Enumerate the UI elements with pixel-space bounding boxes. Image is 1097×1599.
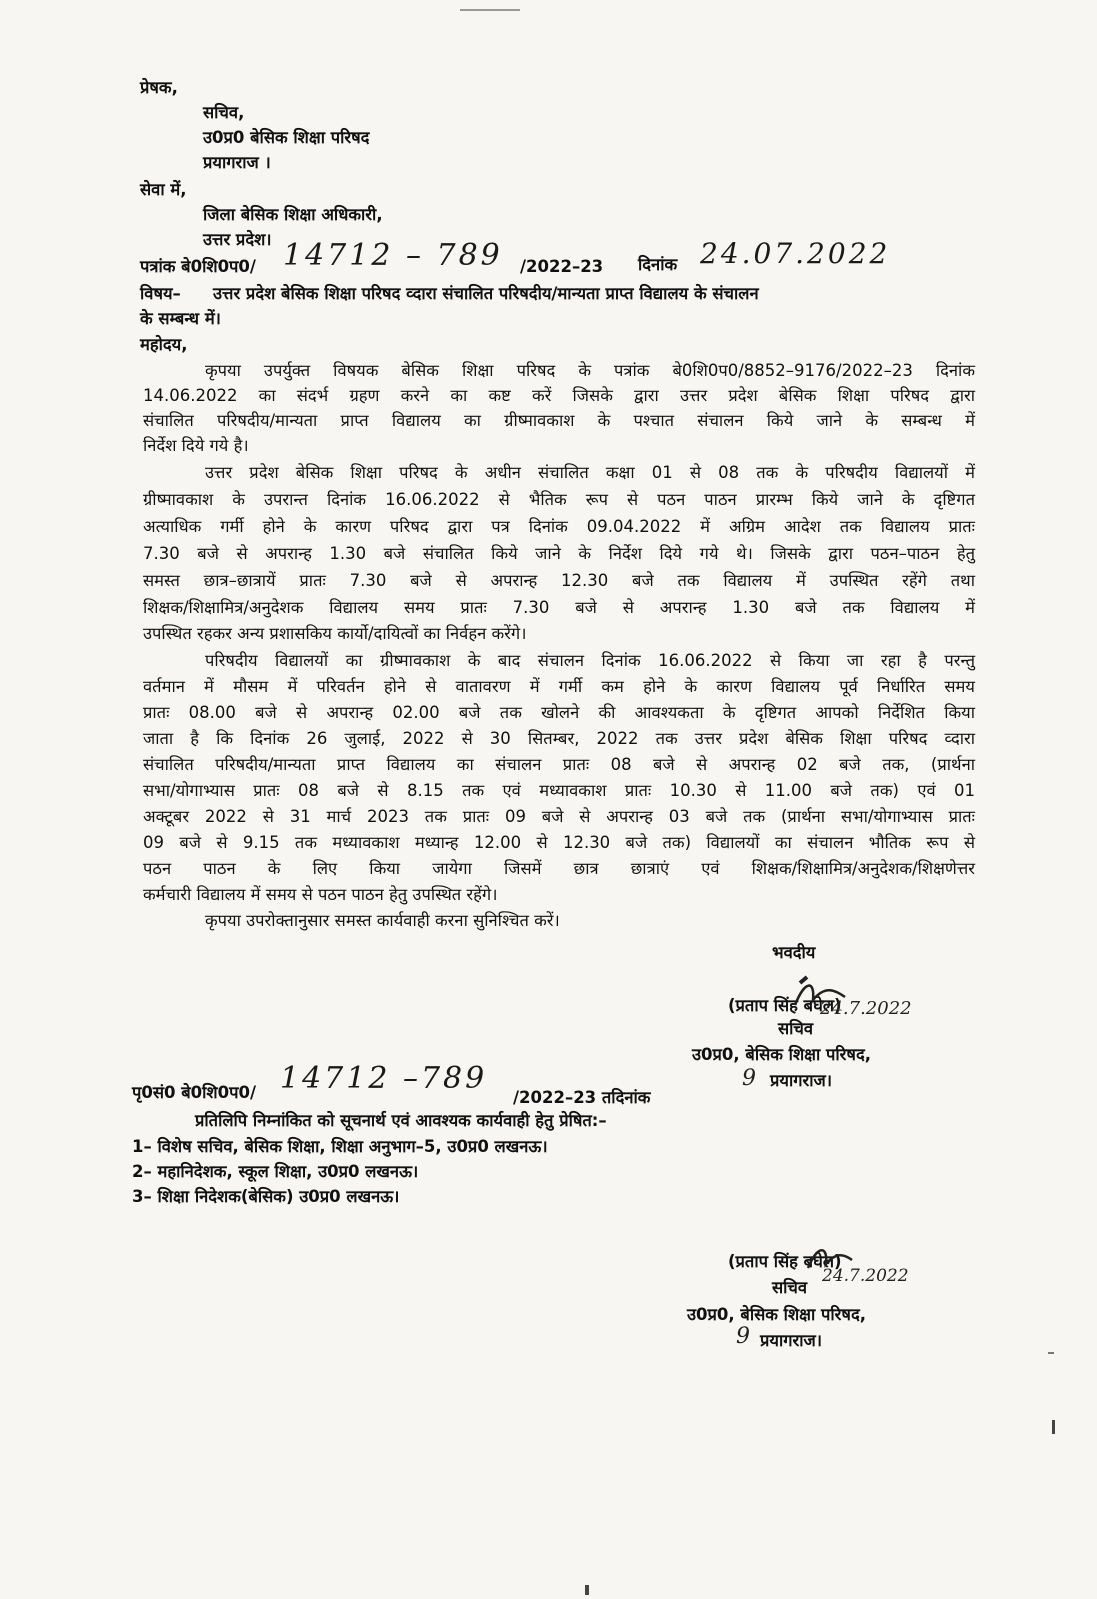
body-line: कर्मचारी विद्यालय में समय से पठन पाठन हेतु उपस्थित रहेंगे।: [143, 885, 498, 904]
from-line: सचिव,: [203, 103, 245, 122]
ref-date-handwritten: 24.07.2022: [700, 237, 891, 270]
signatory-designation: सचिव: [772, 1278, 808, 1297]
body-line: शिक्षक/शिक्षामित्र/अनुदेशक विद्यालय समय प्रातः 7.30 बजे से अपरान्ह 1.30 बजे तक विद्यालय में: [143, 598, 975, 617]
endorsement-item: 3– शिक्षा निदेशक(बेसिक) उ0प्र0 लखनऊ।: [132, 1187, 400, 1206]
body-line: प्रातः 08.00 बजे से अपरान्ह 02.00 बजे तक खोलने की आवश्यकता के दृष्टिगत आपको निर्देशित किया: [143, 703, 975, 722]
ref-label: पत्रांक बे0शि0प0/: [140, 257, 256, 276]
body-line: 14.06.2022 का संदर्भ ग्रहण करने का कष्ट करें जिसके द्वारा उत्तर प्रदेश बेसिक शिक्षा परिषद द्वारा: [143, 386, 975, 405]
signature-initial-mark: 9: [742, 1066, 756, 1091]
signatory-office: उ0प्र0, बेसिक शिक्षा परिषद,: [692, 1045, 871, 1064]
body-line: निर्देश दिये गये है।: [143, 436, 249, 455]
body-line: संचालित परिषदीय/मान्यता प्राप्त विद्यालय का संचालन प्रातः 08 बजे से अपरान्ह 02 बजे तक, (प्रार्थना: [143, 755, 975, 774]
signature-initial-mark: 9: [736, 1324, 750, 1349]
ref-date-label: दिनांक: [638, 255, 678, 274]
ref-number-handwritten: 14712 – 789: [283, 238, 503, 273]
signatory-city: प्रयागराज।: [760, 1331, 823, 1350]
body-line: समस्त छात्र–छात्रायें प्रातः 7.30 बजे से अपरान्ह 12.30 बजे तक विद्यालय में उपस्थित रहेंगे तथा: [143, 571, 975, 590]
signatory-office: उ0प्र0, बेसिक शिक्षा परिषद,: [687, 1305, 866, 1324]
body-line: 09 बजे से 9.15 तक मध्यावकाश मध्यान्ह 12.00 से 12.30 बजे तक) विद्यालयों का संचालन भौतिक रूप से: [143, 833, 975, 852]
body-line: कृपया उपर्युक्त विषयक बेसिक शिक्षा परिषद के पत्रांक बे0शि0प0/8852–9176/2022–23 दिनांक: [205, 361, 975, 380]
body-line: उपस्थित रहकर अन्य प्रशासकिय कार्यो/दायित्वों का निर्वहन करेंगे।: [143, 624, 527, 643]
subject-label: विषय–: [140, 284, 181, 303]
signature-date-handwritten: 24.7.2022: [820, 998, 912, 1019]
salutation: महोदय,: [140, 335, 188, 354]
from-label: प्रेषक,: [140, 78, 178, 97]
signatory-city: प्रयागराज।: [770, 1071, 833, 1090]
signature-date-handwritten: 24.7.2022: [822, 1266, 909, 1286]
endorsement-year: /2022–23 तदिनांक: [513, 1088, 651, 1107]
signatory-name: (प्रताप सिंह बघेल): [728, 996, 842, 1015]
to-label: सेवा में,: [140, 180, 187, 199]
endorsement-number-handwritten: 14712 –789: [280, 1061, 488, 1096]
body-line: 7.30 बजे से अपरान्ह 1.30 बजे संचालित किये जाने के निर्देश दिये गये थे। जिसके द्वारा पठन–पाठन हेतु: [143, 544, 975, 563]
to-line: उत्तर प्रदेश।: [203, 230, 272, 249]
to-line: जिला बेसिक शिक्षा अधिकारी,: [203, 205, 383, 224]
body-line: कृपया उपरोक्तानुसार समस्त कार्यवाही करना सुनिश्चित करें।: [205, 911, 560, 930]
scan-artifact: [1052, 1420, 1055, 1434]
body-line: उत्तर प्रदेश बेसिक शिक्षा परिषद के अधीन संचालित कक्षा 01 से 08 तक के परिषदीय विद्यालयों में: [205, 463, 975, 482]
body-line: जाता है कि दिनांक 26 जुलाई, 2022 से 30 सितम्बर, 2022 तक उत्तर प्रदेश बेसिक शिक्षा परिषद व्दारा: [143, 729, 975, 748]
subject-line: उत्तर प्रदेश बेसिक शिक्षा परिषद व्दारा संचालित परिषदीय/मान्यता प्राप्त विद्यालय के संचालन: [213, 284, 759, 303]
signature-scribble: [800, 1240, 860, 1275]
signature-scribble: [785, 975, 855, 1015]
body-line: अक्टूबर 2022 से 31 मार्च 2023 तक प्रातः 09 बजे से अपरान्ह 03 बजे तक (प्रार्थना सभा/योगाभ्यास प्रातः: [143, 807, 975, 826]
body-line: ग्रीष्मावकाश के उपरान्त दिनांक 16.06.2022 से भैतिक रूप से पठन पाठन प्रारम्भ किये जाने के दृष्टिगत: [143, 490, 975, 509]
from-line: उ0प्र0 बेसिक शिक्षा परिषद: [203, 128, 370, 147]
signatory-designation: सचिव: [778, 1019, 814, 1038]
from-line: प्रयागराज ।: [203, 153, 271, 172]
scan-artifact: [460, 9, 520, 11]
endorsement-item: 2– महानिदेशक, स्कूल शिक्षा, उ0प्र0 लखनऊ।: [132, 1162, 419, 1181]
body-line: सभा/योगाभ्यास प्रातः 08 बजे से 8.15 तक एवं मध्यावकाश प्रातः 10.30 से 11.00 बजे तक) एवं 01: [143, 781, 975, 800]
body-line: संचालित परिषदीय/मान्यता प्राप्त विद्यालय का ग्रीष्मावकाश के पश्चात संचालन किये जाने के सम्बन्ध में: [143, 411, 975, 430]
signatory-name: (प्रताप सिंह बघेल): [728, 1252, 842, 1271]
scan-artifact: [1048, 1352, 1054, 1354]
endorsement-label: पृ0सं0 बे0शि0प0/: [132, 1083, 256, 1102]
endorsement-item: 1– विशेष सचिव, बेसिक शिक्षा, शिक्षा अनुभाग–5, उ0प्र0 लखनऊ।: [132, 1137, 548, 1156]
body-line: वर्तमान में मौसम में परिवर्तन होने से वातावरण में गर्मी कम होने के कारण विद्यालय पूर्व निर्धारित समय: [143, 677, 975, 696]
scan-artifact: [585, 1585, 589, 1595]
endorsement-intro: प्रतिलिपि निम्नांकित को सूचनार्थ एवं आवश्यक कार्यवाही हेतु प्रेषित:–: [195, 1111, 607, 1130]
body-line: पठन पाठन के लिए किया जायेगा जिसमें छात्र छात्राएं एवं शिक्षक/शिक्षामित्र/अनुदेशक/शिक्षणेत्तर: [143, 859, 975, 878]
subject-line: के सम्बन्ध में।: [140, 309, 221, 328]
ref-year: /2022–23: [520, 257, 604, 276]
closing: भवदीय: [772, 943, 816, 962]
body-line: परिषदीय विद्यालयों का ग्रीष्मावकाश के बाद संचालन दिनांक 16.06.2022 से किया जा रहा है परन्तु: [205, 651, 975, 670]
body-line: अत्याधिक गर्मी होने के कारण परिषद द्वारा पत्र दिनांक 09.04.2022 में अग्रिम आदेश तक विद्यालय प्रातः: [143, 517, 975, 536]
